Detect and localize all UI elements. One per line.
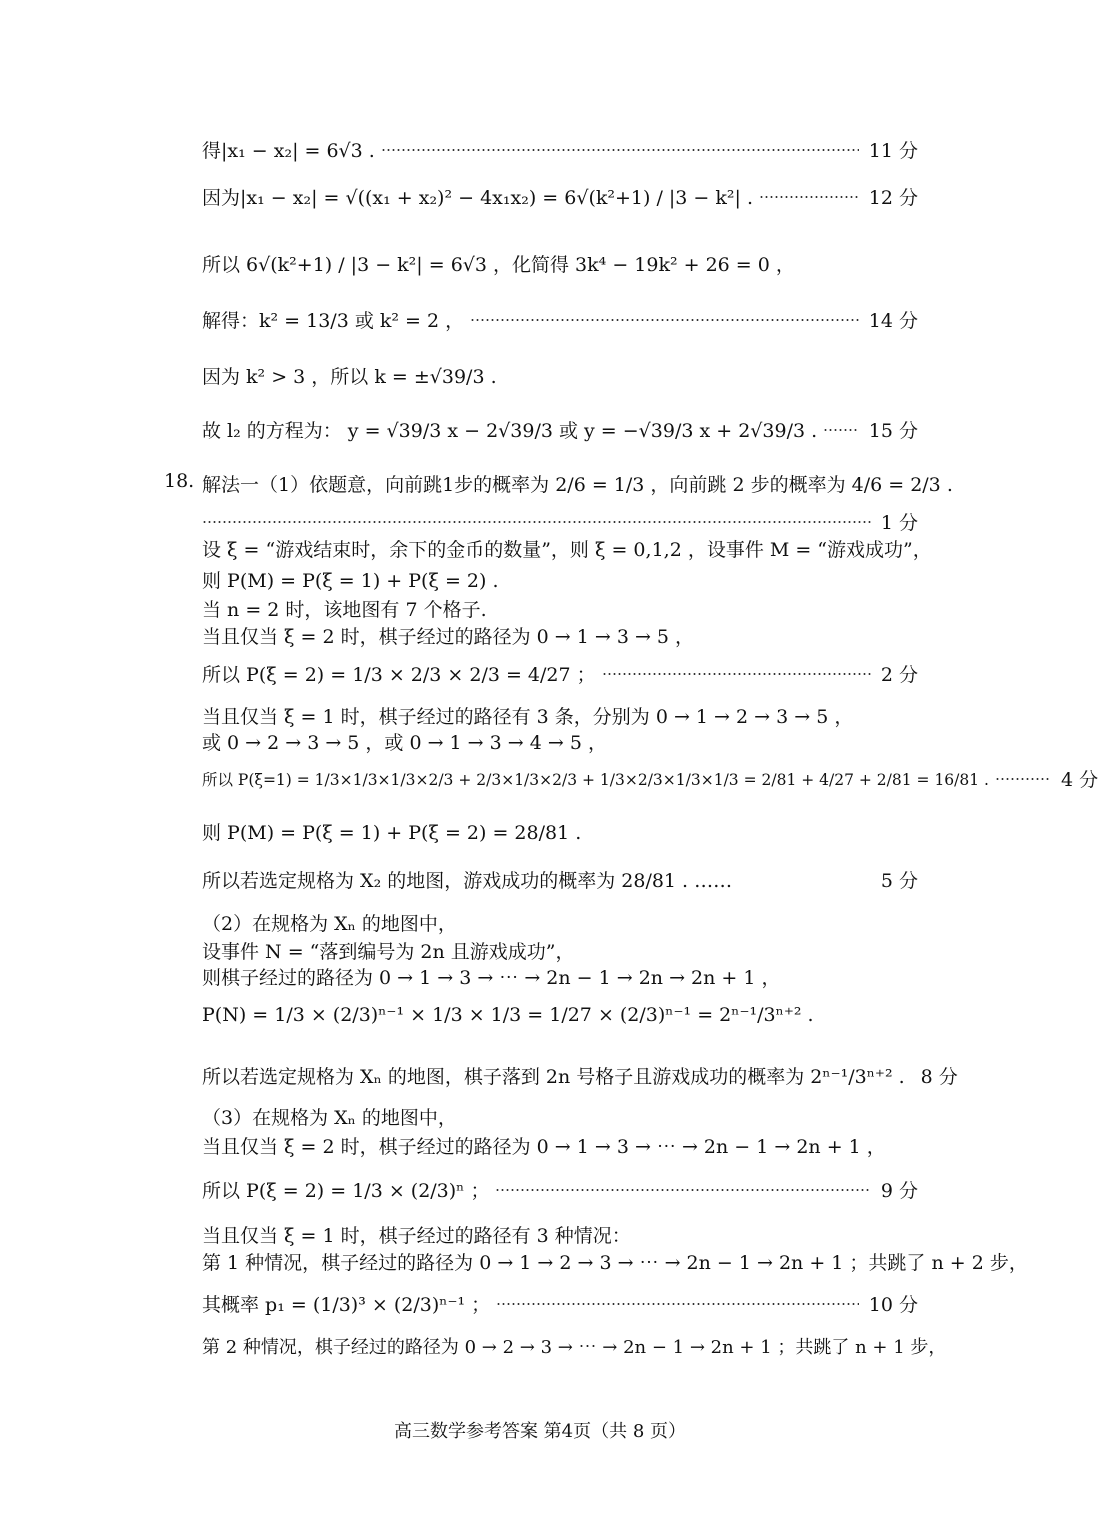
line-10: [202, 566, 918, 593]
line-29: [202, 1290, 918, 1317]
line-23-score: 8 分: [920, 1066, 958, 1088]
line-28-text: 第 1 种情况，棋子经过的路径为 0 → 1 → 2 → 3 → ⋯ → 2n − 1 → 2n + 1 ；共跳了 n + 2 步，: [202, 1252, 1028, 1274]
line-2-score: 12 分: [868, 187, 918, 209]
line-25-text: 当且仅当 ξ = 2 时，棋子经过的路径为 0 → 1 → 3 → ⋯ → 2n − 1 → 2n + 1 ，: [202, 1136, 886, 1158]
line-26-text: 所以 P(ξ = 2) = 1/3 × (2/3)ⁿ ；: [202, 1180, 490, 1202]
line-28: [202, 1248, 1028, 1275]
line-26-score: 9 分: [880, 1180, 918, 1202]
leader-dots: [602, 673, 871, 675]
line-13-text: 所以 P(ξ = 2) = 1/3 × 2/3 × 2/3 = 4/27 ；: [202, 664, 596, 686]
line-12: [202, 622, 918, 649]
leader-dots: [995, 778, 1051, 780]
line-20-text: 设事件 N = “落到编号为 2n 且游戏成功”，: [202, 941, 575, 963]
line-17-text: 则 P(M) = P(ξ = 1) + P(ξ = 2) = 28/81 .: [202, 822, 582, 844]
line-7-text: 解法一（1）依题意，向前跳1步的概率为 2/6 = 1/3 ，向前跳 2 步的概率为 4/6 = 2/3 .: [202, 474, 953, 496]
line-1: [202, 136, 918, 163]
line-15: [202, 728, 918, 755]
spacer: [738, 879, 871, 881]
leader-dots: [496, 1303, 859, 1305]
line-10-text: 则 P(M) = P(ξ = 1) + P(ξ = 2) .: [202, 570, 499, 592]
line-2-text: 因为|x₁ − x₂| = √((x₁ + x₂)² − 4x₁x₂) = 6√(k²+1) / |3 − k²| .: [202, 187, 753, 209]
line-18: [202, 866, 918, 893]
line-14: [202, 702, 918, 729]
line-24-text: （3）在规格为 Xₙ 的地图中，: [202, 1107, 457, 1129]
line-15-text: 或 0 → 2 → 3 → 5 ，或 0 → 1 → 3 → 4 → 5 ，: [202, 732, 607, 754]
line-20: [202, 937, 918, 964]
line-25: [202, 1132, 918, 1159]
line-13-score: 2 分: [880, 664, 918, 686]
line-3: [202, 250, 918, 277]
line-12-text: 当且仅当 ξ = 2 时，棋子经过的路径为 0 → 1 → 3 → 5 ，: [202, 626, 695, 648]
leader-dots: [495, 1189, 870, 1191]
line-1-score: 11 分: [868, 140, 918, 162]
line-5: [202, 362, 918, 389]
leader-dots: [759, 196, 859, 198]
line-21: [202, 963, 918, 990]
line-7: [202, 470, 953, 497]
line-27: [202, 1221, 918, 1248]
line-30: [202, 1333, 947, 1359]
line-6: [202, 416, 918, 443]
line-9-text: 设 ξ = “游戏结束时，余下的金币的数量”，则 ξ = 0,1,2 ，设事件 M = “游戏成功”，: [202, 539, 932, 561]
line-8-score: 1 分: [880, 512, 918, 534]
line-27-text: 当且仅当 ξ = 1 时，棋子经过的路径有 3 种情况：: [202, 1225, 631, 1247]
line-29-text: 其概率 p₁ = (1/3)³ × (2/3)ⁿ⁻¹ ；: [202, 1294, 491, 1316]
line-30-text: 第 2 种情况，棋子经过的路径为 0 → 2 → 3 → ⋯ → 2n − 1 → 2n + 1 ；共跳了 n + 1 步，: [202, 1337, 947, 1358]
line-22: [202, 1004, 918, 1026]
leader-dots: [470, 319, 859, 321]
leader-dots: [381, 149, 859, 151]
line-4-text: 解得：k² = 13/3 或 k² = 2 ，: [202, 310, 465, 332]
line-6-text: 故 l₂ 的方程为： y = √39/3 x − 2√39/3 或 y = −√39/3 x + 2√39/3 .: [202, 420, 818, 442]
line-17: [202, 818, 918, 845]
question-number: 18.: [164, 470, 195, 492]
line-2: [202, 183, 918, 210]
line-5-text: 因为 k² > 3 ，所以 k = ±√39/3 .: [202, 366, 497, 388]
leader-dots: [823, 429, 859, 431]
line-4-score: 14 分: [868, 310, 918, 332]
line-16-score: 4 分: [1060, 769, 1098, 791]
line-11-text: 当 n = 2 时，该地图有 7 个格子.: [202, 599, 487, 621]
line-19-text: （2）在规格为 Xₙ 的地图中，: [202, 913, 457, 935]
leader-dots: [202, 521, 871, 523]
line-18-score: 5 分: [880, 870, 918, 892]
line-24: [202, 1103, 918, 1130]
line-13: [202, 660, 918, 687]
line-4: [202, 306, 918, 333]
line-19: [202, 909, 918, 936]
line-3-text: 所以 6√(k²+1) / |3 − k²| = 6√3 ，化简得 3k⁴ − 19k² + 26 = 0 ，: [202, 254, 795, 276]
line-8: [202, 508, 918, 535]
line-18-text: 所以若选定规格为 X₂ 的地图，游戏成功的概率为 28/81 . ……: [202, 870, 733, 892]
line-22-text: P(N) = 1/3 × (2/3)ⁿ⁻¹ × 1/3 × 1/3 = 1/27 × (2/3)ⁿ⁻¹ = 2ⁿ⁻¹/3ⁿ⁺² .: [202, 1004, 814, 1026]
line-11: [202, 595, 918, 622]
line-1-text: 得|x₁ − x₂| = 6√3 .: [202, 140, 375, 162]
line-9: [202, 535, 932, 562]
line-23-text: 所以若选定规格为 Xₙ 的地图，棋子落到 2n 号格子且游戏成功的概率为 2ⁿ⁻¹/3ⁿ⁺² .: [202, 1066, 905, 1088]
line-6-score: 15 分: [868, 420, 918, 442]
line-16: [202, 765, 1098, 792]
line-23: [202, 1062, 958, 1089]
line-29-score: 10 分: [868, 1294, 918, 1316]
line-26: [202, 1176, 918, 1203]
line-14-text: 当且仅当 ξ = 1 时，棋子经过的路径有 3 条，分别为 0 → 1 → 2 → 3 → 5 ，: [202, 706, 854, 728]
line-21-text: 则棋子经过的路径为 0 → 1 → 3 → ⋯ → 2n − 1 → 2n → 2n + 1 ，: [202, 967, 781, 989]
page-footer: 高三数学参考答案 第4页（共 8 页）: [393, 1421, 687, 1442]
line-16-text: 所以 P(ξ=1) = 1/3×1/3×1/3×2/3 + 2/3×1/3×2/3 + 1/3×2/3×1/3×1/3 = 2/81 + 4/27 + 2/81 = 16/81 .: [202, 770, 989, 789]
